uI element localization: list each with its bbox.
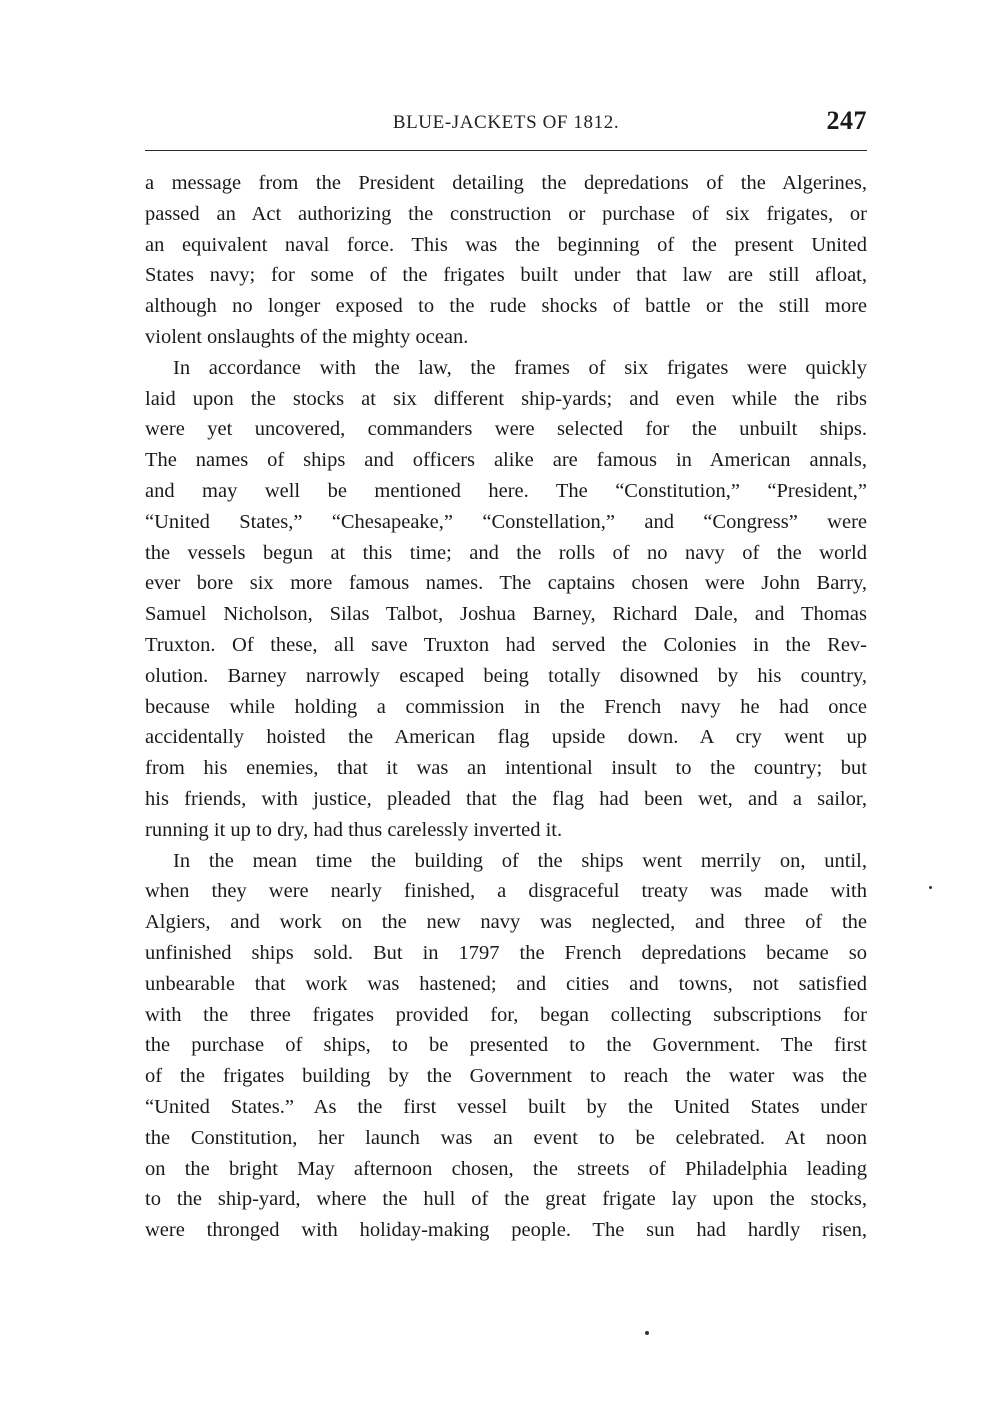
text-line: from his enemies, that it was an intentional insult to the country; but bbox=[145, 757, 867, 780]
text-line: violent onslaughts of the mighty ocean. bbox=[145, 325, 469, 348]
text-line: accidentally hoisted the American flag upside down. A cry went up bbox=[145, 726, 867, 749]
text-line: running it up to dry, had thus carelessly inverted it. bbox=[145, 818, 563, 841]
paragraph-start-line: In the mean time the building of the ships went merrily on, until, bbox=[173, 849, 867, 872]
text-line: ever bore six more famous names. The captains chosen were John Barry, bbox=[145, 572, 867, 595]
text-line: Samuel Nicholson, Silas Talbot, Joshua Barney, Richard Dale, and Thomas bbox=[145, 603, 867, 626]
text-line: and may well be mentioned here. The “Constitution,” “President,” bbox=[145, 479, 867, 502]
paragraph-start-line: In accordance with the law, the frames of six frigates were quickly bbox=[173, 356, 867, 379]
text-line: the Constitution, her launch was an event to be celebrated. At noon bbox=[145, 1126, 867, 1149]
text-line: Algiers, and work on the new navy was neglected, and three of the bbox=[145, 911, 867, 934]
running-header bbox=[145, 104, 867, 144]
text-line: of the frigates building by the Government to reach the water was the bbox=[145, 1065, 867, 1088]
text-line: the vessels begun at this time; and the rolls of no navy of the world bbox=[145, 541, 867, 564]
ink-speck bbox=[929, 886, 932, 889]
text-line: laid upon the stocks at six different ship-yards; and even while the ribs bbox=[145, 387, 867, 410]
text-line: States navy; for some of the frigates built under that law are still afloat, bbox=[145, 264, 867, 287]
text-line: although no longer exposed to the rude shocks of battle or the still more bbox=[145, 295, 867, 318]
text-line: the purchase of ships, to be presented to the Government. The first bbox=[145, 1034, 867, 1057]
page-number: 247 bbox=[826, 106, 867, 135]
text-line: on the bright May afternoon chosen, the streets of Philadelphia leading bbox=[145, 1157, 867, 1180]
text-line: unbearable that work was hastened; and cities and towns, not satisfied bbox=[145, 972, 867, 995]
body-text bbox=[145, 168, 867, 1246]
text-line: olution. Barney narrowly escaped being totally disowned by his country, bbox=[145, 664, 867, 687]
text-line: his friends, with justice, pleaded that the flag had been wet, and a sailor, bbox=[145, 787, 867, 810]
text-line: were thronged with holiday-making people. The sun had hardly risen, bbox=[145, 1219, 867, 1242]
text-line: a message from the President detailing the depredations of the Algerines, bbox=[145, 172, 867, 194]
text-line: Truxton. Of these, all save Truxton had served the Colonies in the Rev- bbox=[145, 633, 867, 656]
text-line: passed an Act authorizing the construction or purchase of six frigates, or bbox=[145, 202, 867, 225]
text-line: “United States.” As the first vessel built by the United States under bbox=[145, 1095, 867, 1118]
text-line: The names of ships and officers alike are famous in American annals, bbox=[145, 449, 867, 472]
text-line: because while holding a commission in the French navy he had once bbox=[145, 695, 867, 718]
text-line: were yet uncovered, commanders were selected for the unbuilt ships. bbox=[145, 418, 867, 441]
text-line: an equivalent naval force. This was the beginning of the present United bbox=[145, 233, 867, 256]
text-line: to the ship-yard, where the hull of the great frigate lay upon the stocks, bbox=[145, 1188, 867, 1211]
header-rule bbox=[145, 150, 867, 151]
text-line: “United States,” “Chesapeake,” “Constellation,” and “Congress” were bbox=[145, 510, 867, 533]
ink-speck bbox=[645, 1331, 649, 1335]
text-line: unfinished ships sold. But in 1797 the French depredations became so bbox=[145, 941, 867, 964]
running-title: BLUE-JACKETS OF 1812. bbox=[392, 112, 620, 133]
text-line: when they were nearly finished, a disgraceful treaty was made with bbox=[145, 880, 867, 903]
text-line: with the three frigates provided for, began collecting subscriptions for bbox=[145, 1003, 867, 1026]
